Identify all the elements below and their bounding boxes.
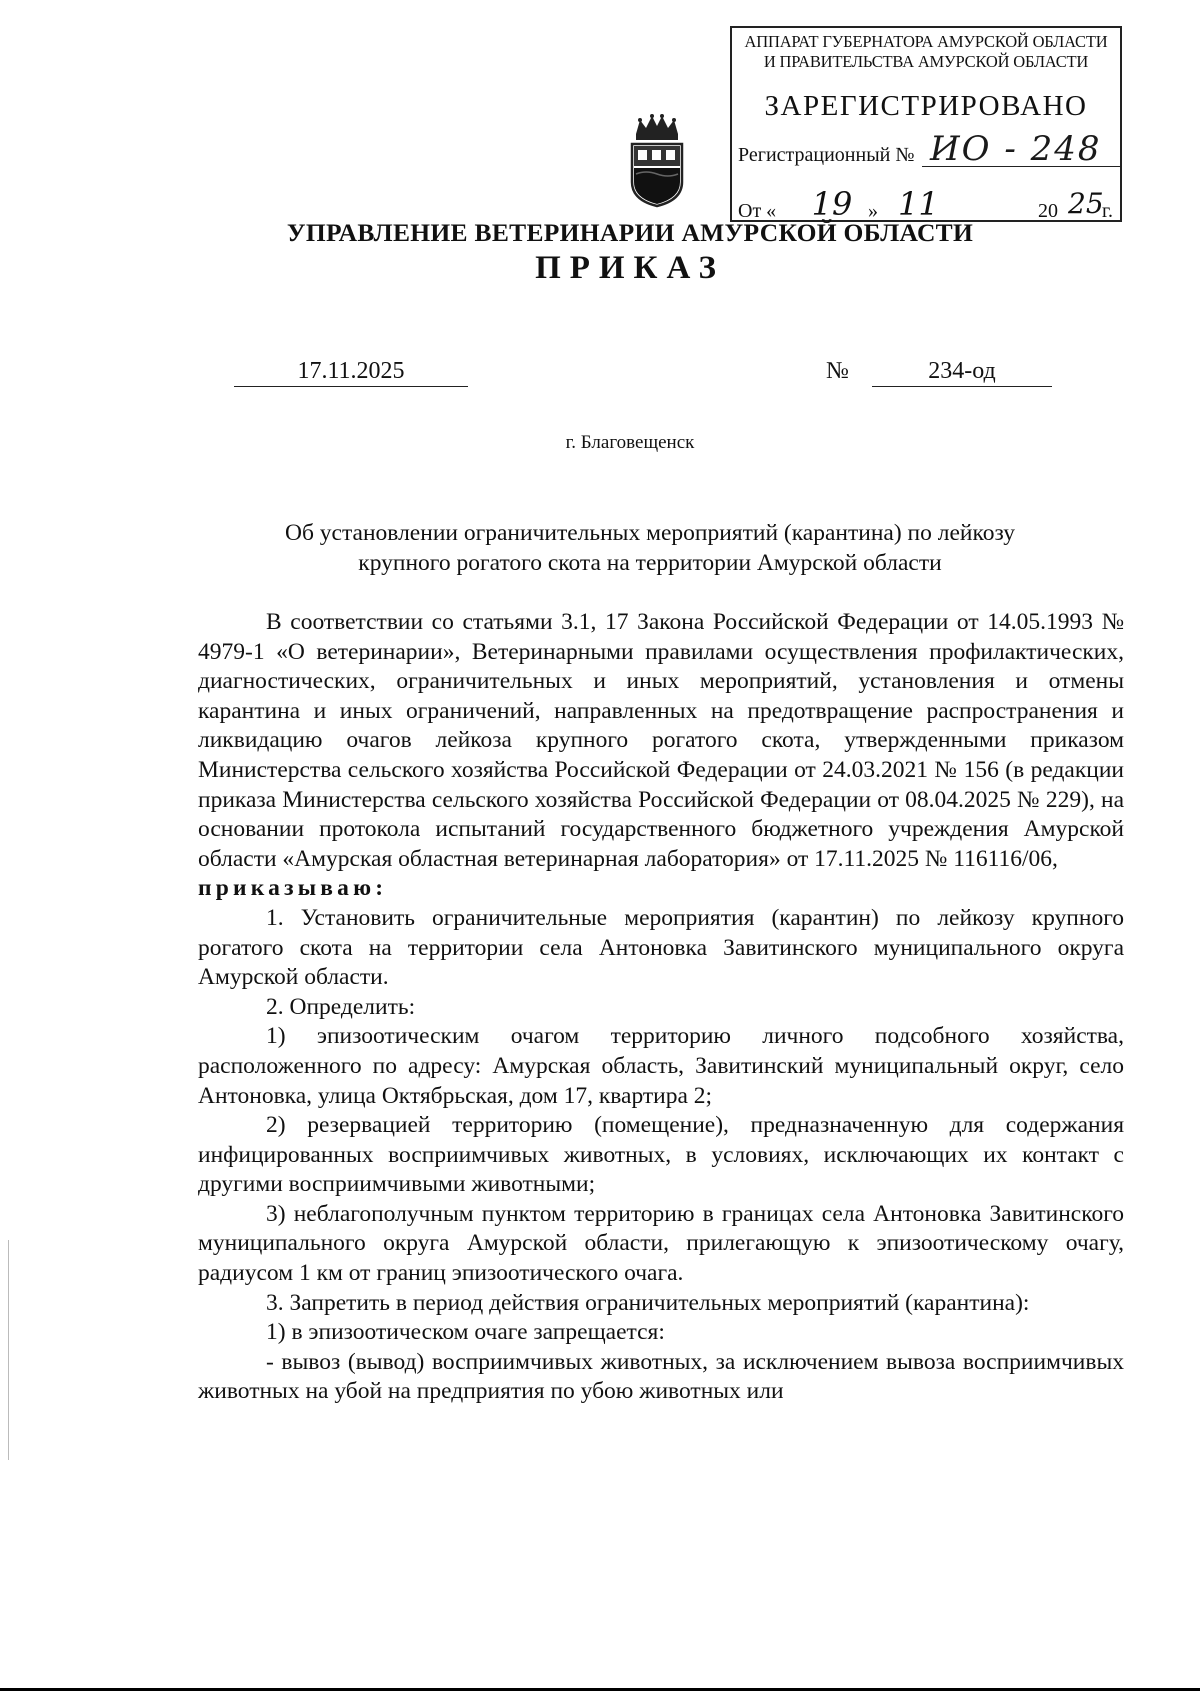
order-body: [198, 608, 1124, 1407]
registration-stamp: [730, 26, 1122, 222]
stamp-org-line1: АППАРАТ ГУБЕРНАТОРА АМУРСКОЙ ОБЛАСТИ: [744, 32, 1108, 51]
stamp-organization: [732, 32, 1120, 72]
stamp-date-year-prefix: 20: [1038, 200, 1058, 222]
item-2: 2. Определить:: [266, 993, 416, 1020]
document-type-title: ПРИКАЗ: [535, 250, 725, 286]
item-2-2: 2) резервацией территорию (помещение), предназначенную для содержания инфицированных восприимчивых животных, в условиях, исключающих их контакт с другими восприимчивыми животными;: [198, 1112, 1124, 1198]
city-line: г. Благовещенск: [565, 432, 695, 453]
stamp-date-prefix: От «: [738, 200, 777, 222]
item-3-1-a: - вывоз (вывод) восприимчивых животных, за исключением вывоза восприимчивых животных на убой на предприятия по убою животных или: [198, 1348, 1124, 1405]
organization-title: УПРАВЛЕНИЕ ВЕТЕРИНАРИИ АМУРСКОЙ ОБЛАСТИ: [286, 218, 974, 247]
item-1: 1. Установить ограничительные мероприятия (карантин) по лейкозу крупного рогатого скота на территории села Антоновка Завитинского муниципального округа Амурской области.: [198, 904, 1124, 991]
coat-of-arms-icon: [628, 112, 686, 208]
preamble-paragraph: В соответствии со статьями 3.1, 17 Закона Российской Федерации от 14.05.1993 № 4979-1 «О ветеринарии», Ветеринарными правилами осуществления профилактических, диагностических, ограничительных и иных мероприятий, установления и отмены карантина и иных ограничений, направленных на предотвращение распространения и ликвидацию очагов лейкоза крупного рогатого скота, утвержденными приказом Министерства сельского хозяйства Российской Федерации от 24.03.2021 № 156 (в редакции приказа Министерства сельского хозяйства Российской Федерации от 08.04.2025 № 229), на основании протокола испытаний государственного бюджетного учреждения Амурской области «Амурская областная ветеринарная лаборатория» от 17.11.2025 № 116116/06,: [198, 609, 1124, 872]
stamp-regno-label: Регистрационный №: [738, 144, 915, 166]
item-2-3: 3) неблагополучным пунктом территорию в границах села Антоновка Завитинского муниципального округа Амурской области, прилегающую к эпизоотическому очагу, радиусом 1 км от границ эпизоотического очага.: [198, 1200, 1124, 1287]
stamp-date-year: 25: [1068, 187, 1104, 220]
stamp-registered-label: ЗАРЕГИСТРИРОВАНО: [764, 90, 1088, 122]
scan-artifact-line: [8, 1240, 9, 1460]
order-subject: [200, 518, 1100, 578]
stamp-date-year-suffix: г.: [1102, 200, 1113, 222]
scan-bottom-edge: [0, 1688, 1200, 1691]
order-word: приказываю:: [198, 875, 388, 902]
order-date: 17.11.2025: [234, 356, 468, 387]
stamp-date-day: 19: [798, 188, 866, 221]
item-3: 3. Запретить в период действия ограничительных мероприятий (карантина):: [266, 1289, 1030, 1316]
stamp-date-month: 11: [888, 188, 1068, 221]
subject-line-1: Об установлении ограничительных мероприятий (карантина) по лейкозу: [285, 520, 1015, 546]
item-3-1: 1) в эпизоотическом очаге запрещается:: [266, 1319, 665, 1346]
stamp-org-line2: И ПРАВИТЕЛЬСТВА АМУРСКОЙ ОБЛАСТИ: [763, 52, 1089, 71]
subject-line-2: крупного рогатого скота на территории Амурской области: [358, 550, 942, 576]
order-number-label: №: [826, 358, 849, 384]
order-number: 234-од: [872, 356, 1052, 387]
item-2-1: 1) эпизоотическим очагом территорию личного подсобного хозяйства, расположенного по адресу: Амурская область, Завитинский муниципальный округ, село Антоновка, улица Октябрьская, дом 17, квартира 2;: [198, 1023, 1124, 1109]
stamp-regno-handwritten: ИО - 248: [922, 132, 1120, 167]
stamp-date-quote: »: [868, 200, 878, 222]
stamp-date-row: [738, 185, 1118, 223]
